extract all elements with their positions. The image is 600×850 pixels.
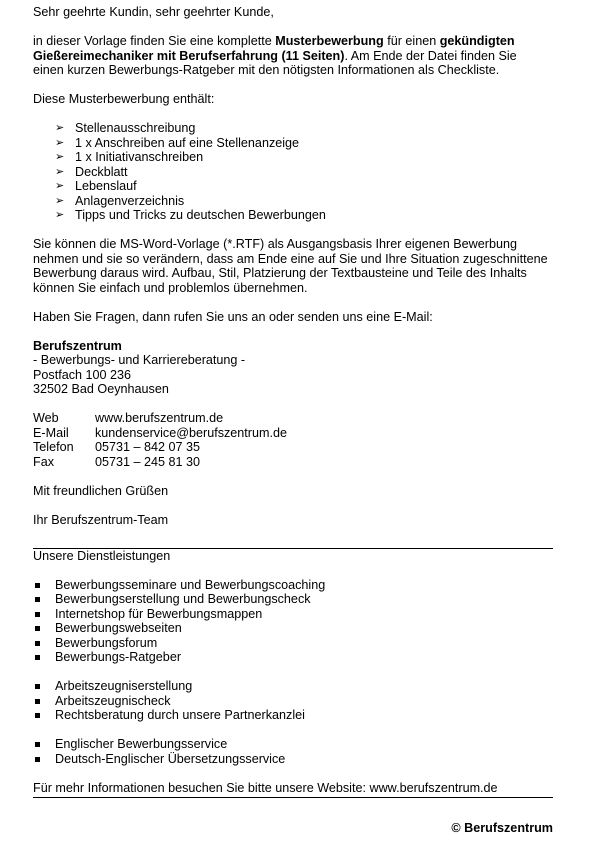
web-link[interactable]: www.berufszentrum.de: [95, 411, 224, 425]
list-item: ➢ Lebenslauf: [55, 179, 137, 193]
contents-heading: Diese Musterbewerbung enthält:: [33, 92, 215, 106]
list-item: Arbeitszeugniserstellung: [33, 679, 553, 694]
list-item: Rechtsberatung durch unsere Partnerkanzlei: [33, 708, 553, 723]
company-name: Berufszentrum: [33, 338, 122, 353]
square-bullet-icon: [35, 742, 40, 747]
arrow-bullet-icon: ➢: [55, 180, 65, 192]
services-list-1: [33, 578, 553, 665]
po-box: Postfach 100 236: [33, 367, 132, 382]
usage-line: können Sie einfach und problemlos übernehmen.: [33, 280, 308, 295]
arrow-bullet-icon: ➢: [55, 209, 65, 221]
contact-web: Web www.berufszentrum.de: [33, 411, 224, 425]
list-item: Bewerbungsseminare und Bewerbungscoaching: [33, 578, 553, 593]
usage-line: nehmen und sie so verändern, dass am Ende eine auf Sie und Ihre Situation zugeschnittene: [33, 251, 548, 266]
square-bullet-icon: [35, 684, 40, 689]
questions-text: Haben Sie Fragen, dann rufen Sie uns an oder senden uns eine E-Mail:: [33, 309, 433, 324]
contents-list: [33, 121, 553, 223]
list-item: Arbeitszeugnischeck: [33, 694, 553, 709]
document-body: [33, 5, 553, 798]
list-item: Bewerbungs-Ratgeber: [33, 650, 553, 665]
usage-line: Sie können die MS-Word-Vorlage (*.RTF) als Ausgangsbasis Ihrer eigenen Bewerbung: [33, 237, 517, 251]
list-item: Internetshop für Bewerbungsmappen: [33, 607, 553, 622]
list-item: ➢ Tipps und Tricks zu deutschen Bewerbungen: [55, 208, 326, 222]
square-bullet-icon: [35, 583, 40, 588]
arrow-bullet-icon: ➢: [55, 165, 65, 178]
square-bullet-icon: [35, 713, 40, 718]
square-bullet-icon: [35, 597, 40, 602]
list-item: ➢ 1 x Initiativanschreiben: [55, 150, 204, 164]
intro-line-3: einen kurzen Bewerbungs-Ratgeber mit den nötigsten Informationen als Checkliste.: [33, 63, 500, 77]
copyright-notice: © Berufszentrum: [451, 821, 553, 835]
list-item: Bewerbungserstellung und Bewerbungscheck: [33, 592, 553, 607]
closing: Mit freundlichen Grüßen: [33, 483, 169, 498]
usage-line: Bewerbung daraus wird. Aufbau, Stil, Platzierung der Textbausteine und Teile des Inhalts: [33, 266, 527, 280]
contact-phone: Telefon 05731 – 842 07 35: [33, 440, 201, 454]
arrow-bullet-icon: ➢: [55, 151, 65, 163]
services-heading: Unsere Dienstleistungen: [33, 548, 171, 563]
arrow-bullet-icon: ➢: [55, 122, 65, 134]
list-item: Bewerbungsforum: [33, 636, 553, 651]
list-item: Englischer Bewerbungsservice: [33, 737, 553, 752]
company-subtitle: - Bewerbungs- und Karriereberatung -: [33, 353, 246, 367]
list-item: ➢ 1 x Anschreiben auf eine Stellenanzeige: [55, 135, 300, 150]
square-bullet-icon: [35, 757, 40, 762]
more-info: Für mehr Informationen besuchen Sie bitte unsere Website: www.berufszentrum.de: [33, 780, 498, 795]
arrow-bullet-icon: ➢: [55, 136, 65, 149]
list-item: Bewerbungswebseiten: [33, 621, 553, 636]
services-list-3: [33, 737, 553, 766]
square-bullet-icon: [35, 641, 40, 646]
list-item: ➢ Deckblatt: [55, 164, 128, 179]
square-bullet-icon: [35, 655, 40, 660]
city: 32502 Bad Oeynhausen: [33, 382, 169, 396]
square-bullet-icon: [35, 699, 40, 704]
services-list-2: [33, 679, 553, 723]
divider: [33, 797, 553, 798]
intro-line-2: Gießereimechaniker mit Berufserfahrung (11 Seiten). Am Ende der Datei finden Sie: [33, 48, 517, 63]
salutation: Sehr geehrte Kundin, sehr geehrter Kunde,: [33, 5, 274, 19]
intro-line-1: in dieser Vorlage finden Sie eine komplette Musterbewerbung für einen gekündigten: [33, 34, 515, 48]
square-bullet-icon: [35, 612, 40, 617]
list-item: Deutsch-Englischer Übersetzungsservice: [33, 752, 553, 767]
contact-email: E-Mail kundenservice@berufszentrum.de: [33, 425, 287, 440]
contact-fax: Fax 05731 – 245 81 30: [33, 454, 201, 469]
list-item: ➢ Anlagenverzeichnis: [55, 193, 185, 208]
list-item: ➢ Stellenausschreibung: [55, 121, 196, 135]
square-bullet-icon: [35, 626, 40, 631]
email-link[interactable]: kundenservice@berufszentrum.de: [95, 425, 287, 440]
signature: Ihr Berufszentrum-Team: [33, 512, 169, 527]
arrow-bullet-icon: ➢: [55, 194, 65, 207]
